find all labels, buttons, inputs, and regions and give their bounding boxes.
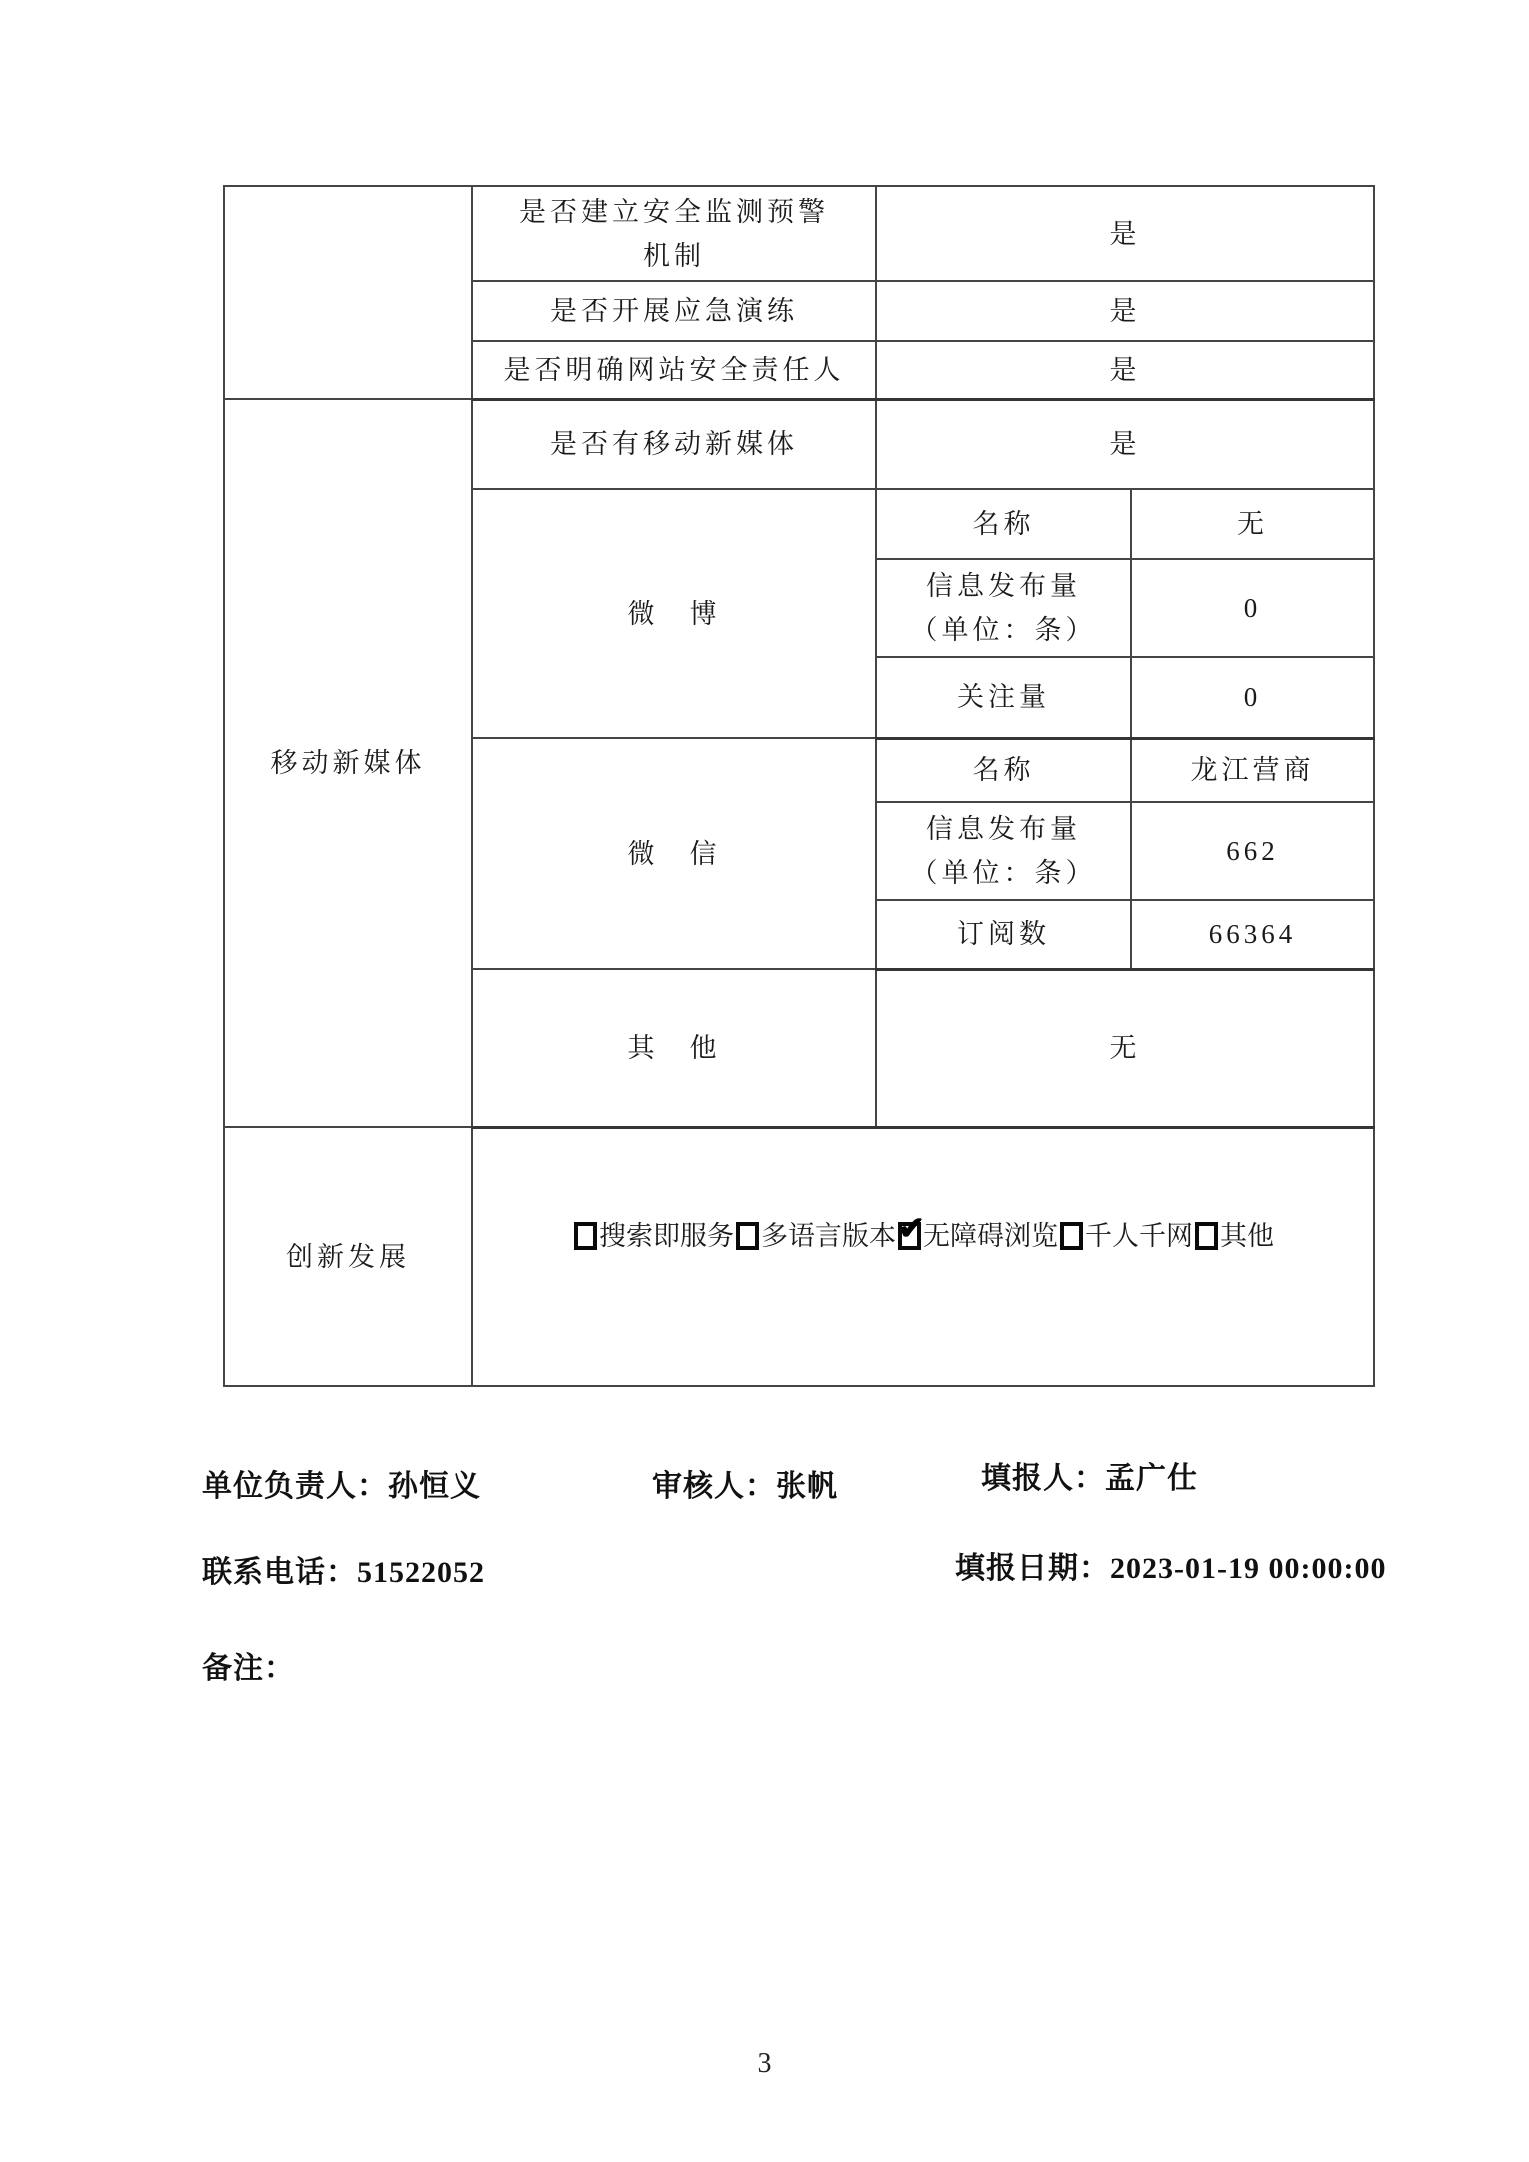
field-label-cell: 关注量 [876, 657, 1131, 738]
field-label-cell: 名称 [876, 489, 1131, 559]
section-label-cell-empty [224, 186, 472, 399]
checkbox-item [1193, 1219, 1274, 1253]
checkbox-row [473, 1209, 1373, 1253]
answer-cell: 是 [876, 186, 1374, 281]
checkbox-multilingual[interactable] [736, 1222, 759, 1250]
answer-cell: 是 [876, 399, 1374, 489]
checkbox-item [734, 1219, 896, 1253]
checkbox-label: 其他 [1220, 1220, 1274, 1251]
question-line: 是否建立安全监测预警 [519, 196, 829, 227]
checkbox-item [572, 1219, 734, 1253]
field-label-line: （单位：条） [910, 615, 1097, 645]
table-row [224, 1127, 1374, 1386]
section-label-innovation: 创新发展 [224, 1127, 472, 1386]
group-label-weibo: 微 博 [472, 489, 876, 738]
innovation-options-cell [472, 1127, 1374, 1386]
field-value-cell: 662 [1131, 802, 1374, 900]
section-label-mobile-media: 移动新媒体 [224, 399, 472, 1127]
checkbox-other[interactable] [1195, 1222, 1218, 1250]
field-label-cell: 名称 [876, 738, 1131, 802]
answer-cell: 是 [876, 341, 1374, 399]
checkbox-search-service[interactable] [574, 1222, 597, 1250]
footer-remarks: 备注： [202, 1652, 295, 1685]
footer-phone: 联系电话：51522052 [202, 1556, 485, 1589]
answer-cell: 无 [876, 969, 1374, 1127]
field-label-cell: 订阅数 [876, 900, 1131, 969]
checkbox-item [896, 1209, 1058, 1253]
question-line: 机制 [643, 240, 705, 271]
field-label-cell [876, 559, 1131, 657]
footer-filler: 填报人：孟广仕 [981, 1462, 1198, 1495]
answer-cell: 是 [876, 281, 1374, 341]
table-row [224, 399, 1374, 489]
field-value-cell: 66364 [1131, 900, 1374, 969]
report-table [223, 185, 1375, 1387]
footer-fill-date: 填报日期：2023-01-19 00:00:00 [955, 1552, 1387, 1585]
page-number: 3 [757, 2048, 772, 2079]
field-value-cell: 0 [1131, 559, 1374, 657]
question-cell: 是否明确网站安全责任人 [472, 341, 876, 399]
checkbox-thousand-sites[interactable] [1060, 1222, 1083, 1250]
field-value-cell: 0 [1131, 657, 1374, 738]
checkbox-label: 搜索即服务 [599, 1220, 734, 1251]
field-label-line: 信息发布量 [926, 814, 1081, 844]
table-row [224, 186, 1374, 281]
footer-unit-head: 单位负责人：孙恒义 [202, 1470, 481, 1503]
question-cell: 是否开展应急演练 [472, 281, 876, 341]
field-value-cell: 无 [1131, 489, 1374, 559]
question-cell: 是否有移动新媒体 [472, 399, 876, 489]
group-label-other: 其 他 [472, 969, 876, 1127]
checkbox-label: 多语言版本 [761, 1220, 896, 1251]
question-cell [472, 186, 876, 281]
checkbox-accessibility[interactable] [898, 1209, 925, 1250]
footer-reviewer: 审核人：张帆 [652, 1470, 838, 1503]
checkbox-label: 无障碍浏览 [923, 1220, 1058, 1251]
field-value-cell: 龙江营商 [1131, 738, 1374, 802]
field-label-line: 信息发布量 [926, 571, 1081, 601]
group-label-wechat: 微 信 [472, 738, 876, 969]
field-label-cell [876, 802, 1131, 900]
checkbox-item [1058, 1219, 1193, 1253]
checkbox-label: 千人千网 [1085, 1220, 1193, 1251]
check-mark-icon: ✔ [898, 1209, 925, 1246]
field-label-line: （单位：条） [910, 858, 1097, 888]
